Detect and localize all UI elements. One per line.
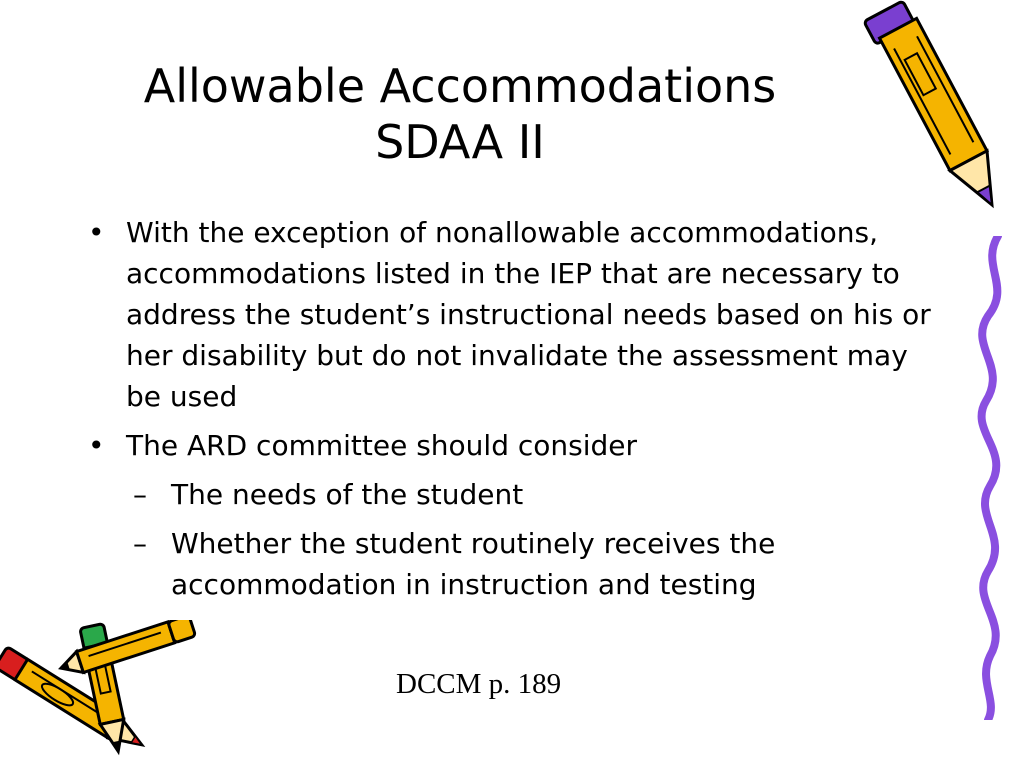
pencil-icon bbox=[840, 0, 1010, 250]
source-reference: DCCM p. 189 bbox=[396, 668, 562, 700]
sub-bullet-text: The needs of the student bbox=[171, 478, 524, 511]
slide-title bbox=[60, 58, 860, 170]
bullet-item bbox=[88, 425, 948, 466]
sub-bullet-item bbox=[88, 474, 948, 515]
sub-bullet-marker: – bbox=[133, 478, 147, 511]
bullet-text: The ARD committee should consider bbox=[126, 429, 638, 462]
bullet-marker: • bbox=[88, 216, 105, 249]
bullet-list bbox=[88, 212, 948, 613]
bullet-item bbox=[88, 212, 948, 417]
pencils-icon bbox=[0, 620, 210, 760]
title-line-1: Allowable Accommodations bbox=[143, 59, 777, 113]
bullet-text: With the exception of nonallowable accommodations, accommodations listed in the IEP that are necessary to address the student’s instructional needs based on his or her disability but do not invalidate the assessment may be used bbox=[126, 216, 931, 413]
squiggle-line bbox=[968, 236, 1024, 720]
sub-bullet-marker: – bbox=[133, 527, 147, 560]
sub-bullet-text: Whether the student routinely receives the accommodation in instruction and testing bbox=[171, 527, 776, 601]
title-line-2: SDAA II bbox=[375, 115, 545, 169]
sub-bullet-item bbox=[88, 523, 948, 605]
bullet-marker: • bbox=[88, 429, 105, 462]
